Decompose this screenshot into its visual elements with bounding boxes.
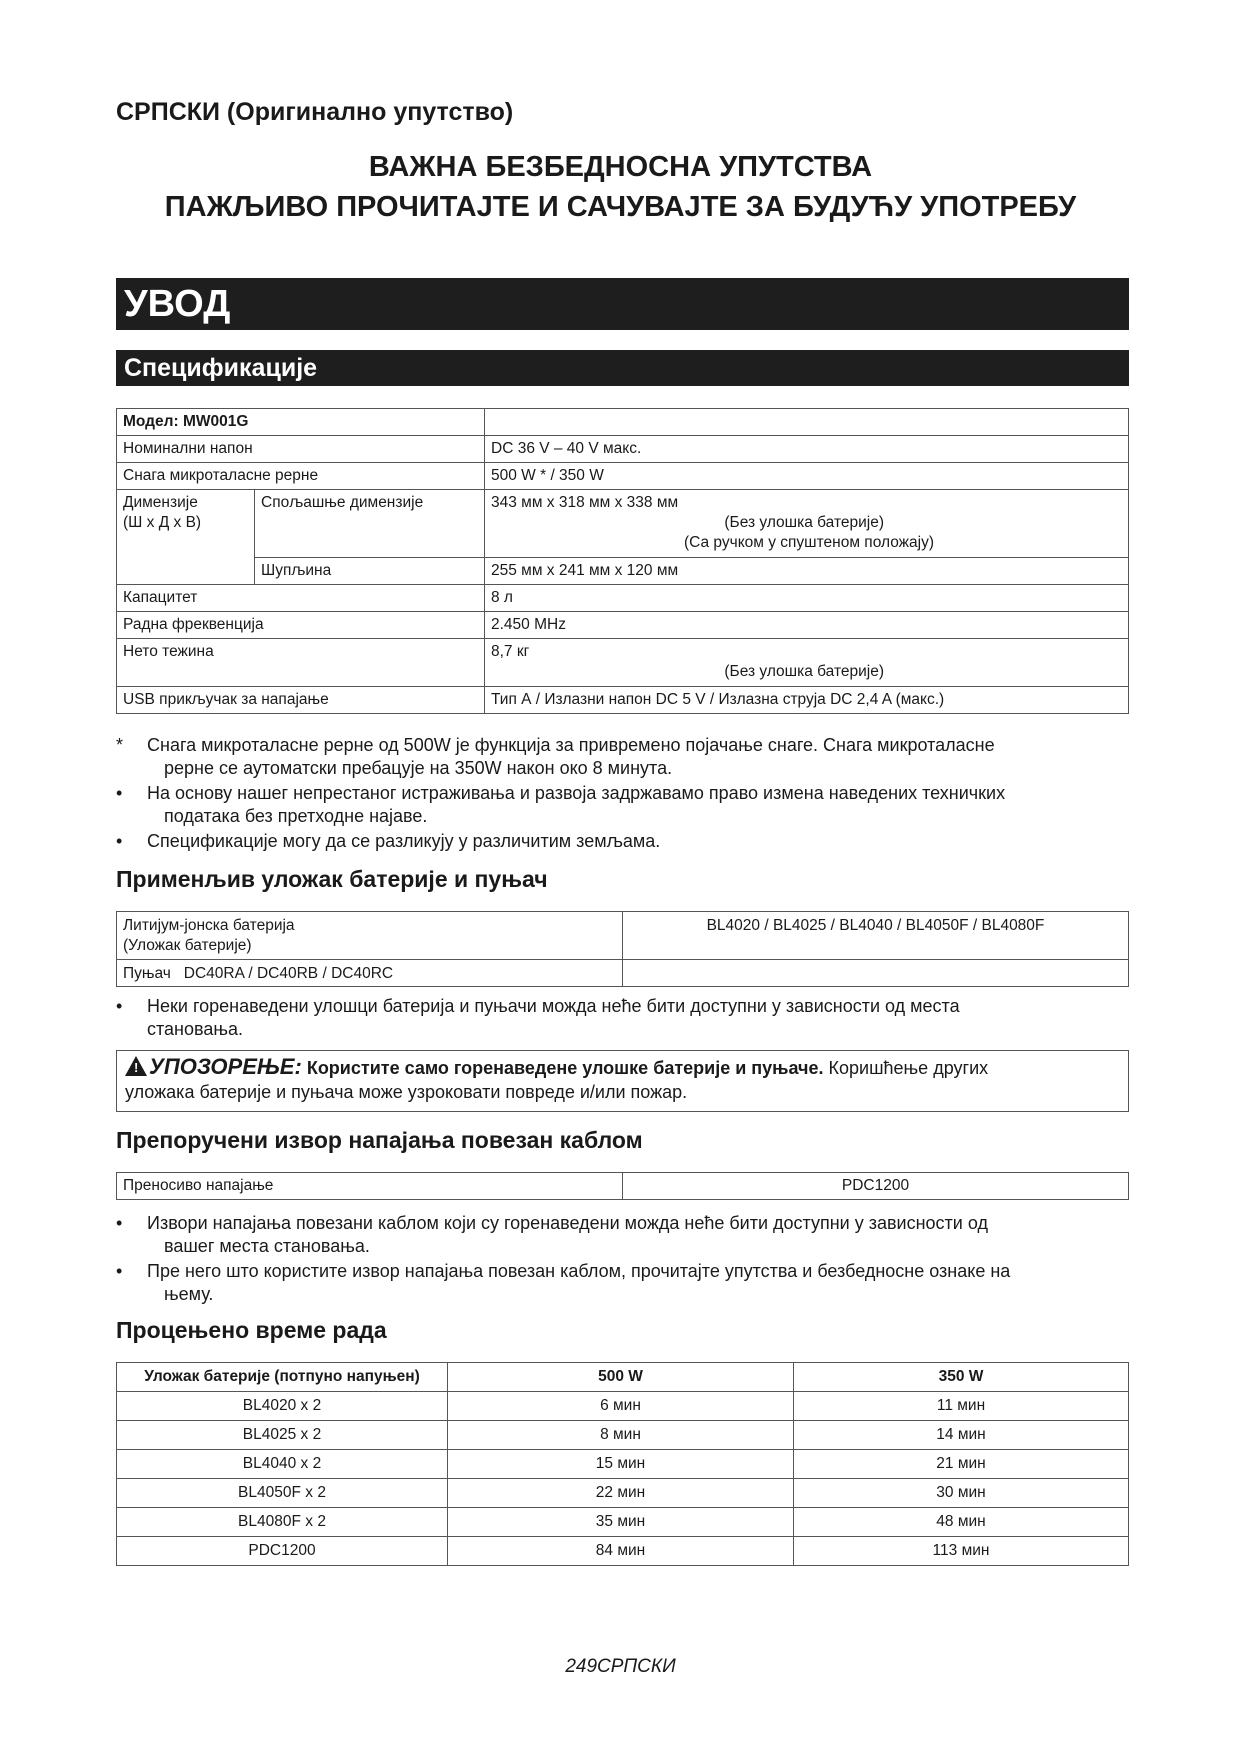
warning-box (116, 1050, 1129, 1112)
spec-label-cell (117, 585, 485, 612)
table-row (117, 1479, 1129, 1508)
table-row (117, 409, 1129, 436)
table-row (117, 463, 1129, 490)
microwave-power-label: Снага микроталасне рерне (123, 467, 319, 484)
power-value: PDC1200 (841, 1177, 910, 1194)
usb-value: Тип А / Излазни напон DC 5 V / Излазна струја DC 2,4 A (макс.) (491, 691, 945, 708)
runtime-cell: 14 мин (794, 1421, 1129, 1450)
battery-value-cell (623, 912, 1129, 960)
table-row (117, 1421, 1129, 1450)
battery-label-cell (117, 912, 623, 960)
runtime-heading: Процењено време рада (116, 1317, 387, 1343)
charger-empty-cell (623, 960, 1129, 987)
runtime-header-cell: Уложак батерије (потпуно напуњен) (117, 1363, 448, 1392)
power-heading: Препоручени извор напајања повезан каблом (116, 1127, 643, 1153)
table-row (117, 912, 1129, 960)
table-row (117, 1392, 1129, 1421)
table-row (117, 687, 1129, 714)
runtime-cell: PDC1200 (117, 1537, 448, 1566)
note-text-cont: вашег места становања. (164, 1236, 370, 1256)
safety-title-line-1: ВАЖНА БЕЗБЕДНОСНА УПУТСТВА (368, 151, 873, 183)
table-row (117, 490, 1129, 558)
note-text: Снага микроталасне рерне од 500W је функција за привремено појачање снаге. Снага микроталасне (147, 735, 995, 755)
power-table (116, 1172, 1129, 1200)
charger-cell (117, 960, 623, 987)
list-item (116, 1260, 1129, 1306)
spec-value-cell (485, 687, 1129, 714)
note-text: На основу нашег непрестаног истраживања и развоја задржавамо право измена наведених техничких (147, 783, 1006, 803)
outer-dim-label-cell (255, 490, 485, 558)
battery-heading: Применљив уложак батерије и пуњач (116, 866, 548, 892)
note-text-cont: рерне се аутоматски пребацује на 350W након око 8 минута. (164, 758, 673, 778)
safety-title (0, 147, 1241, 227)
note-marker: • (116, 1213, 123, 1233)
table-row (117, 612, 1129, 639)
charger-value: DC40RA / DC40RB / DC40RC (183, 965, 394, 982)
spec-label-cell (117, 612, 485, 639)
net-weight-note: (Без улошка батерије) (724, 663, 884, 680)
runtime-cell: 48 мин (794, 1508, 1129, 1537)
cavity-value-cell (485, 558, 1129, 585)
power-notes (116, 1212, 1129, 1308)
spec-table (116, 408, 1129, 714)
rated-voltage-value: DC 36 V – 40 V макс. (491, 440, 642, 457)
battery-label: Литијум-јонска батерија (123, 917, 295, 934)
runtime-cell: BL4020 x 2 (117, 1392, 448, 1421)
cavity-label: Шупљина (261, 562, 332, 579)
power-value-cell (623, 1173, 1129, 1200)
battery-table (116, 911, 1129, 987)
runtime-cell: 84 мин (448, 1537, 794, 1566)
table-header-row (117, 1363, 1129, 1392)
page-footer: 249СРПСКИ (565, 1656, 676, 1677)
dimensions-label-cell (117, 490, 255, 585)
runtime-cell: BL4040 x 2 (117, 1450, 448, 1479)
spec-model-cell (117, 409, 485, 436)
frequency-value: 2.450 MHz (491, 616, 566, 633)
usb-label: USB прикључак за напајање (123, 691, 329, 708)
intro-section-bar: УВОД (116, 278, 1129, 330)
table-row (117, 1173, 1129, 1200)
capacity-label: Капацитет (123, 589, 198, 606)
note-text-cont: њему. (164, 1284, 214, 1304)
dimensions-label: Димензије (123, 494, 198, 511)
frequency-label: Радна фреквенција (123, 616, 264, 633)
warning-bold-text: Користите само горенаведене улошке батерије и пуњаче. (306, 1058, 824, 1078)
cavity-value: 255 мм x 241 мм x 120 мм (491, 562, 679, 579)
runtime-table (116, 1362, 1129, 1566)
runtime-cell: BL4080F x 2 (117, 1508, 448, 1537)
warning-title: УПОЗОРЕЊЕ: (149, 1054, 302, 1079)
table-row (117, 585, 1129, 612)
outer-dim-value: 343 мм x 318 мм x 338 мм (491, 494, 679, 511)
spec-value-cell (485, 463, 1129, 490)
language-header: СРПСКИ (Оригинално упутство) (116, 98, 514, 126)
note-marker: • (116, 996, 123, 1016)
spec-label-cell (117, 436, 485, 463)
cavity-label-cell (255, 558, 485, 585)
runtime-cell: BL4050F x 2 (117, 1479, 448, 1508)
specs-section-bar: Спецификације (116, 350, 1129, 386)
runtime-cell: BL4025 x 2 (117, 1421, 448, 1450)
charger-label: Пуњач (123, 965, 171, 982)
runtime-cell: 8 мин (448, 1421, 794, 1450)
note-marker: • (116, 831, 123, 851)
spec-cell-empty (485, 409, 1129, 436)
runtime-cell: 22 мин (448, 1479, 794, 1508)
spec-notes (116, 734, 1129, 855)
spec-label-cell (117, 687, 485, 714)
note-text: Пре него што користите извор напајања повезан каблом, прочитајте упутства и безбедносне ознаке на (147, 1261, 1011, 1281)
list-item (116, 995, 1129, 1041)
outer-dim-note-1: (Без улошка батерије) (724, 514, 884, 531)
runtime-cell: 15 мин (448, 1450, 794, 1479)
outer-dim-value-cell (485, 490, 1129, 558)
microwave-power-value: 500 W * / 350 W (491, 467, 604, 484)
runtime-cell: 113 мин (794, 1537, 1129, 1566)
note-text-cont: становања. (147, 1019, 244, 1039)
net-weight-label: Нето тежина (123, 643, 214, 660)
list-item (116, 782, 1129, 828)
spec-model-label: Модел: (123, 413, 179, 430)
note-marker: * (116, 735, 124, 755)
table-row (117, 1537, 1129, 1566)
capacity-value: 8 л (491, 589, 513, 606)
warning-triangle-icon: ! (125, 1056, 147, 1076)
battery-label-sub: (Уложак батерије) (123, 937, 252, 954)
runtime-header-cell: 350 W (794, 1363, 1129, 1392)
table-row (117, 639, 1129, 687)
note-text: Неки горенаведени улошци батерија и пуњачи можда неће бити доступни у зависности од места (147, 996, 960, 1016)
runtime-cell: 21 мин (794, 1450, 1129, 1479)
safety-title-line-2: ПАЖЉИВО ПРОЧИТАЈТЕ И САЧУВАЈТЕ ЗА БУДУЋУ УПОТРЕБУ (164, 191, 1077, 223)
runtime-header-cell: 500 W (448, 1363, 794, 1392)
table-row (117, 558, 1129, 585)
spec-label-cell (117, 639, 485, 687)
note-text: Спецификације могу да се разликују у различитим земљама. (147, 831, 661, 851)
warning-text: Коришћење других (828, 1058, 989, 1078)
table-row (117, 436, 1129, 463)
spec-value-cell (485, 639, 1129, 687)
spec-value-cell (485, 436, 1129, 463)
list-item (116, 830, 1129, 853)
note-text-cont: података без претходне најаве. (164, 806, 428, 826)
power-label: Преносиво напајање (123, 1177, 274, 1194)
spec-value-cell (485, 612, 1129, 639)
runtime-cell: 11 мин (794, 1392, 1129, 1421)
list-item (116, 1212, 1129, 1258)
spec-model-value: MW001G (182, 413, 249, 430)
table-row (117, 1508, 1129, 1537)
note-marker: • (116, 1261, 123, 1281)
outer-dim-note-2: (Са ручком у спуштеном положају) (683, 534, 934, 551)
note-marker: • (116, 783, 123, 803)
list-item (116, 734, 1129, 780)
table-row (117, 960, 1129, 987)
table-row (117, 1450, 1129, 1479)
runtime-cell: 6 мин (448, 1392, 794, 1421)
dimensions-sublabel: (Ш x Д x В) (123, 514, 202, 531)
rated-voltage-label: Номинални напон (123, 440, 253, 457)
note-text: Извори напајања повезани каблом који су горенаведени можда неће бити доступни у зависности од (147, 1213, 988, 1233)
spec-label-cell (117, 463, 485, 490)
runtime-cell: 35 мин (448, 1508, 794, 1537)
outer-dim-label: Спољашње димензије (261, 494, 424, 511)
spec-value-cell (485, 585, 1129, 612)
net-weight-value: 8,7 кг (491, 643, 530, 660)
warning-text-cont: уложака батерије и пуњача може узроковати повреде и/или пожар. (125, 1082, 688, 1102)
battery-notes (116, 995, 1129, 1043)
power-label-cell (117, 1173, 623, 1200)
runtime-cell: 30 мин (794, 1479, 1129, 1508)
battery-value: BL4020 / BL4025 / BL4040 / BL4050F / BL4080F (706, 917, 1045, 934)
